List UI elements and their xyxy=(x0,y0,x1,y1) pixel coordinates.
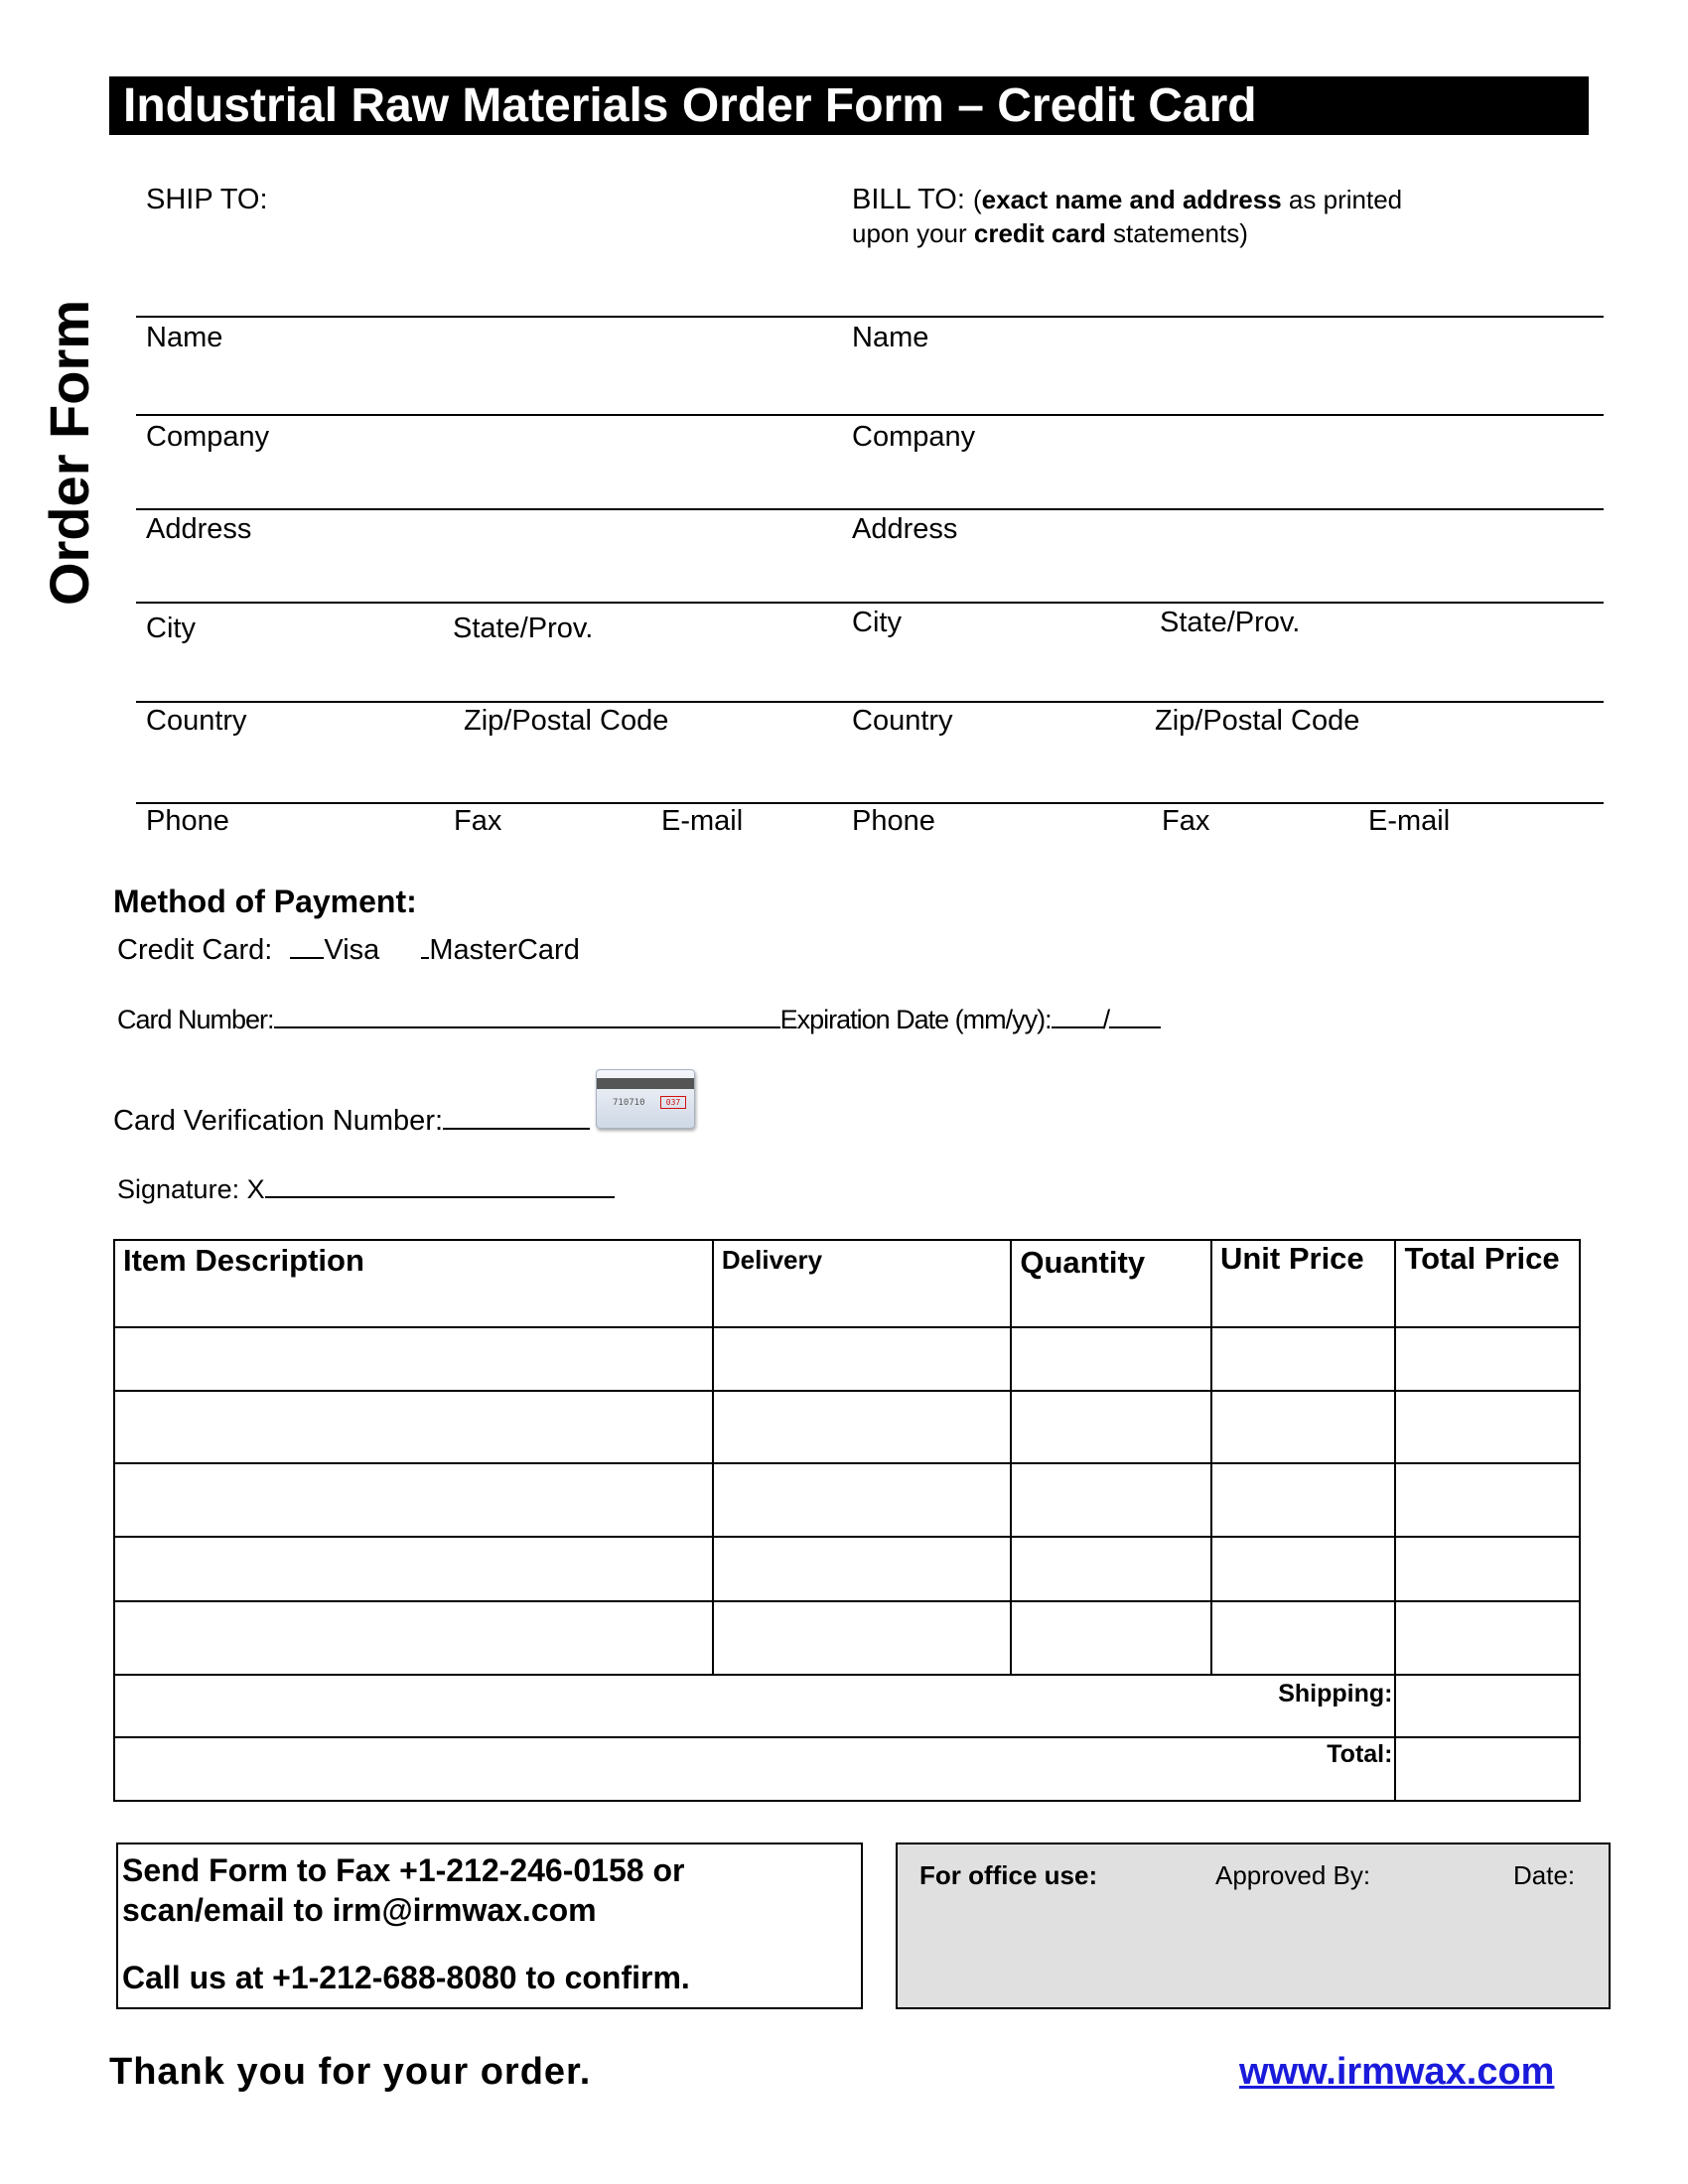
bill-to-label: BILL TO: xyxy=(852,184,965,215)
ship-zip-field[interactable]: Zip/Postal Code xyxy=(464,705,669,737)
header-item-description: Item Description xyxy=(114,1240,713,1327)
delivery-cell[interactable] xyxy=(713,1327,1011,1391)
signature-x: X xyxy=(246,1174,265,1204)
send-line-call: Call us at +1-212-688-8080 to confirm. xyxy=(122,1960,690,1995)
item-description-cell[interactable] xyxy=(114,1601,713,1675)
unit-price-cell[interactable] xyxy=(1211,1463,1396,1537)
unit-price-cell[interactable] xyxy=(1211,1327,1396,1391)
ship-to-heading: SHIP TO: xyxy=(146,184,268,215)
card-number-input[interactable] xyxy=(274,1026,780,1028)
quantity-cell[interactable] xyxy=(1011,1391,1211,1463)
bill-to-note-bold2: credit card xyxy=(973,218,1106,248)
ship-state-field[interactable]: State/Prov. xyxy=(453,613,594,644)
bill-to-note-line2-plain: upon your xyxy=(852,218,974,248)
ship-email-field[interactable]: E-mail xyxy=(661,805,744,837)
bill-to-heading xyxy=(852,183,1402,216)
send-line-email: scan/email to irm@irmwax.com xyxy=(122,1892,597,1928)
bill-city-field[interactable]: City xyxy=(852,607,902,638)
credit-card-label: Credit Card: xyxy=(117,934,273,966)
total-price-cell[interactable] xyxy=(1395,1601,1580,1675)
website-link[interactable]: www.irmwax.com xyxy=(1239,2051,1555,2093)
office-use-label: For office use: xyxy=(919,1860,1098,1890)
table-row xyxy=(114,1463,1580,1537)
table-row xyxy=(114,1327,1580,1391)
expiration-month-input[interactable] xyxy=(1052,1026,1103,1028)
shipping-label: Shipping: xyxy=(114,1675,1395,1737)
cvn-label: Card Verification Number: xyxy=(113,1105,444,1137)
side-label: Order Form xyxy=(38,299,100,606)
bill-company-field[interactable]: Company xyxy=(852,421,976,453)
page-title: Industrial Raw Materials Order Form – Credit Card xyxy=(109,76,1589,135)
shipping-value-cell[interactable] xyxy=(1395,1675,1580,1737)
total-price-cell[interactable] xyxy=(1395,1463,1580,1537)
divider-line xyxy=(136,602,1604,604)
send-instructions-box xyxy=(116,1843,863,2009)
quantity-cell[interactable] xyxy=(1011,1327,1211,1391)
total-label: Total: xyxy=(114,1737,1395,1801)
quantity-cell[interactable] xyxy=(1011,1601,1211,1675)
thank-you-text: Thank you for your order. xyxy=(109,2051,592,2093)
delivery-cell[interactable] xyxy=(713,1391,1011,1463)
total-row xyxy=(114,1737,1580,1801)
cvn-input[interactable] xyxy=(443,1128,590,1130)
unit-price-cell[interactable] xyxy=(1211,1601,1396,1675)
signature-row xyxy=(117,1172,615,1206)
header-unit-price: Unit Price xyxy=(1211,1240,1396,1327)
card-number-label: Card Number: xyxy=(117,1005,274,1034)
total-price-cell[interactable] xyxy=(1395,1391,1580,1463)
bill-to-note-bold1: exact name and address xyxy=(981,185,1282,214)
bill-email-field[interactable]: E-mail xyxy=(1368,805,1451,837)
card-image-code: 037 xyxy=(660,1096,686,1109)
item-description-cell[interactable] xyxy=(114,1463,713,1537)
send-line-fax: Send Form to Fax +1-212-246-0158 or xyxy=(122,1852,685,1888)
expiration-year-input[interactable] xyxy=(1109,1026,1161,1028)
bill-zip-field[interactable]: Zip/Postal Code xyxy=(1155,705,1360,737)
bill-fax-field[interactable]: Fax xyxy=(1162,805,1210,837)
bill-to-note-line2 xyxy=(852,216,1248,250)
card-number-row xyxy=(117,1003,1161,1036)
date-label: Date: xyxy=(1513,1860,1576,1890)
visa-checkbox-line[interactable] xyxy=(290,957,324,959)
unit-price-cell[interactable] xyxy=(1211,1391,1396,1463)
bill-to-note-plain1: as printed xyxy=(1281,185,1403,214)
ship-city-field[interactable]: City xyxy=(146,613,196,644)
credit-card-row xyxy=(117,933,580,967)
delivery-cell[interactable] xyxy=(713,1537,1011,1601)
unit-price-cell[interactable] xyxy=(1211,1537,1396,1601)
card-back-icon xyxy=(596,1069,695,1129)
ship-country-field[interactable]: Country xyxy=(146,705,247,737)
shipping-row xyxy=(114,1675,1580,1737)
expiration-label: Expiration Date (mm/yy): xyxy=(779,1005,1052,1034)
delivery-cell[interactable] xyxy=(713,1463,1011,1537)
office-use-box xyxy=(896,1843,1611,2009)
bill-country-field[interactable]: Country xyxy=(852,705,953,737)
divider-line xyxy=(136,316,1604,318)
item-description-cell[interactable] xyxy=(114,1327,713,1391)
cvn-row xyxy=(113,1104,590,1138)
total-price-cell[interactable] xyxy=(1395,1537,1580,1601)
quantity-cell[interactable] xyxy=(1011,1537,1211,1601)
table-row xyxy=(114,1537,1580,1601)
ship-name-field[interactable]: Name xyxy=(146,322,223,353)
quantity-cell[interactable] xyxy=(1011,1463,1211,1537)
bill-to-note-open: ( xyxy=(972,185,982,214)
header-quantity: Quantity xyxy=(1011,1240,1211,1327)
items-table xyxy=(113,1239,1581,1802)
visa-option[interactable]: Visa xyxy=(324,934,380,966)
table-row xyxy=(114,1391,1580,1463)
card-image-digits: 710710 xyxy=(613,1098,645,1108)
ship-phone-field[interactable]: Phone xyxy=(146,805,229,837)
approved-by-label: Approved By: xyxy=(1215,1860,1371,1890)
divider-line xyxy=(136,508,1604,510)
header-delivery: Delivery xyxy=(713,1240,1011,1327)
table-row xyxy=(114,1601,1580,1675)
total-value-cell[interactable] xyxy=(1395,1737,1580,1801)
signature-label: Signature: xyxy=(117,1174,240,1204)
bill-name-field[interactable]: Name xyxy=(852,322,929,353)
bill-state-field[interactable]: State/Prov. xyxy=(1160,607,1301,638)
ship-fax-field[interactable]: Fax xyxy=(454,805,502,837)
bill-to-note xyxy=(973,185,1402,214)
payment-heading: Method of Payment: xyxy=(113,884,417,919)
header-total-price: Total Price xyxy=(1395,1240,1580,1327)
delivery-cell[interactable] xyxy=(713,1601,1011,1675)
table-header-row xyxy=(114,1240,1580,1327)
bill-address-field[interactable]: Address xyxy=(852,513,958,545)
expiration-separator: / xyxy=(1102,1005,1110,1034)
total-price-cell[interactable] xyxy=(1395,1327,1580,1391)
signature-input[interactable] xyxy=(265,1196,615,1198)
item-description-cell[interactable] xyxy=(114,1537,713,1601)
ship-company-field[interactable]: Company xyxy=(146,421,270,453)
mastercard-option[interactable]: MasterCard xyxy=(429,934,580,966)
divider-line xyxy=(136,414,1604,416)
item-description-cell[interactable] xyxy=(114,1391,713,1463)
ship-address-field[interactable]: Address xyxy=(146,513,252,545)
divider-line xyxy=(136,701,1604,703)
bill-to-note-line2-end: statements) xyxy=(1105,218,1248,248)
bill-phone-field[interactable]: Phone xyxy=(852,805,935,837)
